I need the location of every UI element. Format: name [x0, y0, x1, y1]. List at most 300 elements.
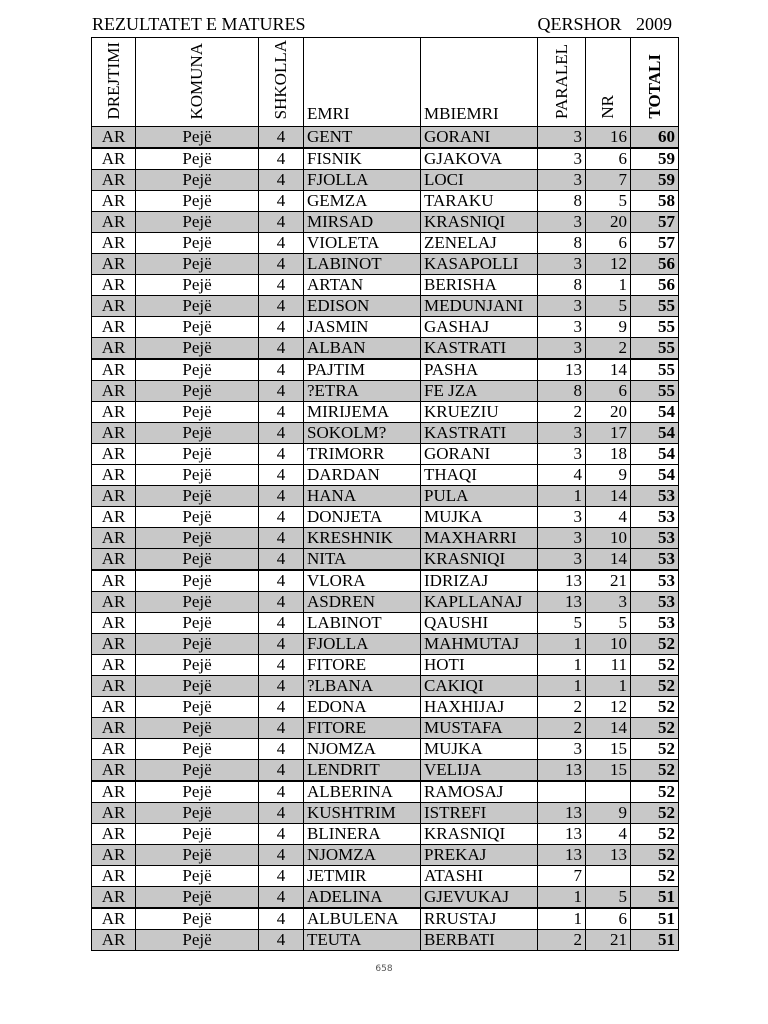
cell-komuna: Pejë — [136, 634, 259, 655]
cell-paralel: 13 — [538, 760, 586, 782]
col-mbiemri: MBIEMRI — [421, 38, 538, 127]
cell-totali: 52 — [631, 866, 679, 887]
cell-shkolla: 4 — [259, 613, 304, 634]
cell-emri: ALBAN — [304, 338, 421, 360]
cell-totali: 52 — [631, 655, 679, 676]
table-row — [92, 528, 679, 549]
cell-totali: 55 — [631, 381, 679, 402]
cell-shkolla: 4 — [259, 127, 304, 149]
cell-paralel: 13 — [538, 570, 586, 592]
cell-emri: LABINOT — [304, 613, 421, 634]
cell-nr — [586, 781, 631, 803]
report-year: 2009 — [636, 14, 672, 34]
cell-paralel: 3 — [538, 212, 586, 233]
cell-mbiemri: MAXHARRI — [421, 528, 538, 549]
table-row — [92, 549, 679, 571]
cell-shkolla: 4 — [259, 296, 304, 317]
cell-emri: FJOLLA — [304, 634, 421, 655]
cell-paralel: 8 — [538, 233, 586, 254]
cell-shkolla: 4 — [259, 275, 304, 296]
cell-drejtimi: AR — [92, 254, 136, 275]
table-row — [92, 676, 679, 697]
cell-drejtimi: AR — [92, 549, 136, 571]
cell-komuna: Pejë — [136, 613, 259, 634]
table-row — [92, 760, 679, 782]
cell-drejtimi: AR — [92, 170, 136, 191]
cell-komuna: Pejë — [136, 359, 259, 381]
col-nr: NR — [586, 38, 631, 127]
table-row — [92, 233, 679, 254]
table-row — [92, 191, 679, 212]
cell-komuna: Pejë — [136, 254, 259, 275]
cell-totali: 53 — [631, 549, 679, 571]
cell-emri: LENDRIT — [304, 760, 421, 782]
cell-paralel: 1 — [538, 655, 586, 676]
cell-komuna: Pejë — [136, 718, 259, 739]
cell-nr: 3 — [586, 592, 631, 613]
cell-shkolla: 4 — [259, 233, 304, 254]
cell-drejtimi: AR — [92, 444, 136, 465]
cell-mbiemri: CAKIQI — [421, 676, 538, 697]
cell-totali: 53 — [631, 613, 679, 634]
cell-komuna: Pejë — [136, 887, 259, 909]
cell-drejtimi: AR — [92, 296, 136, 317]
table-row — [92, 866, 679, 887]
cell-drejtimi: AR — [92, 148, 136, 170]
cell-komuna: Pejë — [136, 275, 259, 296]
page-number: 658 — [375, 964, 393, 974]
cell-paralel: 1 — [538, 486, 586, 507]
cell-mbiemri: FE JZA — [421, 381, 538, 402]
cell-emri: FITORE — [304, 718, 421, 739]
cell-drejtimi: AR — [92, 655, 136, 676]
cell-emri: JETMIR — [304, 866, 421, 887]
cell-totali: 54 — [631, 465, 679, 486]
table-row — [92, 444, 679, 465]
cell-paralel: 2 — [538, 930, 586, 951]
cell-emri: LABINOT — [304, 254, 421, 275]
cell-totali: 54 — [631, 444, 679, 465]
cell-totali: 58 — [631, 191, 679, 212]
cell-totali: 51 — [631, 908, 679, 930]
cell-nr: 14 — [586, 718, 631, 739]
cell-mbiemri: KASTRATI — [421, 423, 538, 444]
report-title: REZULTATET E MATURES — [92, 14, 306, 34]
cell-nr: 9 — [586, 317, 631, 338]
col-paralel: PARALEL — [538, 38, 586, 127]
table-row — [92, 402, 679, 423]
table-row — [92, 845, 679, 866]
cell-mbiemri: MEDUNJANI — [421, 296, 538, 317]
cell-drejtimi: AR — [92, 275, 136, 296]
cell-paralel: 3 — [538, 317, 586, 338]
cell-nr: 2 — [586, 338, 631, 360]
cell-drejtimi: AR — [92, 824, 136, 845]
cell-nr: 15 — [586, 739, 631, 760]
cell-komuna: Pejë — [136, 423, 259, 444]
cell-nr: 13 — [586, 845, 631, 866]
table-row — [92, 212, 679, 233]
cell-komuna: Pejë — [136, 930, 259, 951]
cell-komuna: Pejë — [136, 402, 259, 423]
cell-nr: 9 — [586, 465, 631, 486]
cell-drejtimi: AR — [92, 676, 136, 697]
cell-komuna: Pejë — [136, 127, 259, 149]
cell-komuna: Pejë — [136, 486, 259, 507]
cell-komuna: Pejë — [136, 866, 259, 887]
cell-shkolla: 4 — [259, 845, 304, 866]
table-row — [92, 803, 679, 824]
table-body — [92, 127, 679, 951]
table-row — [92, 739, 679, 760]
cell-mbiemri: MAHMUTAJ — [421, 634, 538, 655]
cell-drejtimi: AR — [92, 887, 136, 909]
cell-shkolla: 4 — [259, 634, 304, 655]
cell-shkolla: 4 — [259, 465, 304, 486]
cell-mbiemri: KAPLLANAJ — [421, 592, 538, 613]
cell-nr — [586, 866, 631, 887]
cell-mbiemri: KASTRATI — [421, 338, 538, 360]
cell-drejtimi: AR — [92, 803, 136, 824]
table-row — [92, 570, 679, 592]
cell-mbiemri: MUJKA — [421, 739, 538, 760]
cell-mbiemri: GJAKOVA — [421, 148, 538, 170]
cell-totali: 55 — [631, 296, 679, 317]
cell-nr: 4 — [586, 507, 631, 528]
cell-shkolla: 4 — [259, 592, 304, 613]
cell-shkolla: 4 — [259, 570, 304, 592]
cell-mbiemri: ATASHI — [421, 866, 538, 887]
table-row — [92, 697, 679, 718]
cell-totali: 53 — [631, 592, 679, 613]
cell-drejtimi: AR — [92, 760, 136, 782]
cell-paralel: 13 — [538, 824, 586, 845]
cell-emri: NJOMZA — [304, 845, 421, 866]
cell-mbiemri: IDRIZAJ — [421, 570, 538, 592]
report-date — [537, 14, 672, 35]
cell-totali: 56 — [631, 254, 679, 275]
cell-shkolla: 4 — [259, 507, 304, 528]
cell-mbiemri: QAUSHI — [421, 613, 538, 634]
cell-drejtimi: AR — [92, 402, 136, 423]
cell-komuna: Pejë — [136, 697, 259, 718]
cell-nr: 14 — [586, 359, 631, 381]
cell-komuna: Pejë — [136, 338, 259, 360]
cell-paralel: 3 — [538, 170, 586, 191]
cell-mbiemri: MUJKA — [421, 507, 538, 528]
table-row — [92, 381, 679, 402]
cell-mbiemri: KRUEZIU — [421, 402, 538, 423]
cell-nr: 20 — [586, 212, 631, 233]
cell-drejtimi: AR — [92, 739, 136, 760]
cell-totali: 57 — [631, 212, 679, 233]
cell-totali: 55 — [631, 317, 679, 338]
cell-komuna: Pejë — [136, 317, 259, 338]
table-row — [92, 127, 679, 149]
cell-paralel: 1 — [538, 634, 586, 655]
col-totali: TOTALI — [631, 38, 679, 127]
cell-paralel: 13 — [538, 803, 586, 824]
cell-shkolla: 4 — [259, 444, 304, 465]
cell-nr: 14 — [586, 549, 631, 571]
cell-mbiemri: PASHA — [421, 359, 538, 381]
cell-emri: DARDAN — [304, 465, 421, 486]
cell-emri: GENT — [304, 127, 421, 149]
cell-nr: 18 — [586, 444, 631, 465]
cell-shkolla: 4 — [259, 739, 304, 760]
cell-mbiemri: BERBATI — [421, 930, 538, 951]
cell-paralel: 2 — [538, 402, 586, 423]
cell-komuna: Pejë — [136, 845, 259, 866]
cell-komuna: Pejë — [136, 507, 259, 528]
cell-emri: ?ETRA — [304, 381, 421, 402]
table-row — [92, 908, 679, 930]
cell-nr: 6 — [586, 908, 631, 930]
cell-mbiemri: PREKAJ — [421, 845, 538, 866]
cell-shkolla: 4 — [259, 930, 304, 951]
cell-emri: HANA — [304, 486, 421, 507]
cell-totali: 51 — [631, 887, 679, 909]
table-row — [92, 887, 679, 909]
table-row — [92, 824, 679, 845]
cell-emri: FITORE — [304, 655, 421, 676]
cell-paralel: 3 — [538, 444, 586, 465]
cell-totali: 60 — [631, 127, 679, 149]
cell-mbiemri: KRASNIQI — [421, 212, 538, 233]
cell-komuna: Pejë — [136, 465, 259, 486]
cell-emri: KUSHTRIM — [304, 803, 421, 824]
cell-mbiemri: GJEVUKAJ — [421, 887, 538, 909]
cell-komuna: Pejë — [136, 824, 259, 845]
cell-emri: VIOLETA — [304, 233, 421, 254]
table-row — [92, 423, 679, 444]
cell-totali: 55 — [631, 359, 679, 381]
cell-nr: 12 — [586, 254, 631, 275]
cell-paralel: 2 — [538, 697, 586, 718]
cell-totali: 57 — [631, 233, 679, 254]
cell-emri: ARTAN — [304, 275, 421, 296]
cell-nr: 1 — [586, 676, 631, 697]
cell-shkolla: 4 — [259, 676, 304, 697]
col-drejtimi: DREJTIMI — [92, 38, 136, 127]
cell-paralel: 3 — [538, 254, 586, 275]
cell-shkolla: 4 — [259, 317, 304, 338]
cell-drejtimi: AR — [92, 718, 136, 739]
table-row — [92, 655, 679, 676]
cell-komuna: Pejë — [136, 781, 259, 803]
cell-paralel: 1 — [538, 676, 586, 697]
cell-mbiemri: PULA — [421, 486, 538, 507]
cell-paralel: 8 — [538, 381, 586, 402]
cell-shkolla: 4 — [259, 887, 304, 909]
table-row — [92, 254, 679, 275]
cell-mbiemri: VELIJA — [421, 760, 538, 782]
cell-shkolla: 4 — [259, 866, 304, 887]
cell-nr: 5 — [586, 613, 631, 634]
table-row — [92, 296, 679, 317]
cell-drejtimi: AR — [92, 381, 136, 402]
cell-emri: ALBULENA — [304, 908, 421, 930]
cell-mbiemri: KRASNIQI — [421, 824, 538, 845]
cell-totali: 52 — [631, 824, 679, 845]
cell-drejtimi: AR — [92, 592, 136, 613]
cell-shkolla: 4 — [259, 170, 304, 191]
cell-komuna: Pejë — [136, 592, 259, 613]
cell-emri: ASDREN — [304, 592, 421, 613]
cell-nr: 16 — [586, 127, 631, 149]
cell-nr: 10 — [586, 528, 631, 549]
cell-totali: 51 — [631, 930, 679, 951]
cell-paralel: 13 — [538, 359, 586, 381]
cell-shkolla: 4 — [259, 338, 304, 360]
cell-emri: BLINERA — [304, 824, 421, 845]
cell-emri: TEUTA — [304, 930, 421, 951]
table-row — [92, 507, 679, 528]
cell-nr: 6 — [586, 148, 631, 170]
cell-paralel: 3 — [538, 507, 586, 528]
cell-komuna: Pejë — [136, 549, 259, 571]
cell-shkolla: 4 — [259, 381, 304, 402]
cell-nr: 12 — [586, 697, 631, 718]
cell-komuna: Pejë — [136, 233, 259, 254]
cell-komuna: Pejë — [136, 191, 259, 212]
header-row — [92, 38, 679, 127]
cell-totali: 52 — [631, 760, 679, 782]
cell-emri: GEMZA — [304, 191, 421, 212]
cell-nr: 1 — [586, 275, 631, 296]
cell-komuna: Pejë — [136, 444, 259, 465]
cell-paralel: 3 — [538, 549, 586, 571]
cell-totali: 59 — [631, 170, 679, 191]
cell-nr: 5 — [586, 887, 631, 909]
col-emri: EMRI — [304, 38, 421, 127]
cell-komuna: Pejë — [136, 908, 259, 930]
cell-emri: ADELINA — [304, 887, 421, 909]
cell-drejtimi: AR — [92, 781, 136, 803]
cell-komuna: Pejë — [136, 212, 259, 233]
cell-komuna: Pejë — [136, 803, 259, 824]
cell-nr: 6 — [586, 233, 631, 254]
cell-nr: 4 — [586, 824, 631, 845]
cell-nr: 15 — [586, 760, 631, 782]
cell-drejtimi: AR — [92, 423, 136, 444]
cell-emri: SOKOLM? — [304, 423, 421, 444]
cell-drejtimi: AR — [92, 570, 136, 592]
cell-paralel — [538, 781, 586, 803]
cell-drejtimi: AR — [92, 317, 136, 338]
cell-totali: 55 — [631, 338, 679, 360]
cell-mbiemri: GORANI — [421, 127, 538, 149]
cell-komuna: Pejë — [136, 655, 259, 676]
cell-shkolla: 4 — [259, 486, 304, 507]
table-row — [92, 634, 679, 655]
cell-mbiemri: TARAKU — [421, 191, 538, 212]
cell-paralel: 3 — [538, 148, 586, 170]
cell-mbiemri: LOCI — [421, 170, 538, 191]
cell-totali: 52 — [631, 676, 679, 697]
cell-totali: 52 — [631, 739, 679, 760]
table-row — [92, 465, 679, 486]
cell-paralel: 3 — [538, 528, 586, 549]
cell-paralel: 3 — [538, 739, 586, 760]
cell-komuna: Pejë — [136, 676, 259, 697]
cell-emri: KRESHNIK — [304, 528, 421, 549]
cell-shkolla: 4 — [259, 212, 304, 233]
cell-paralel: 13 — [538, 845, 586, 866]
cell-shkolla: 4 — [259, 781, 304, 803]
cell-paralel: 2 — [538, 718, 586, 739]
cell-totali: 52 — [631, 634, 679, 655]
cell-drejtimi: AR — [92, 845, 136, 866]
cell-shkolla: 4 — [259, 718, 304, 739]
cell-drejtimi: AR — [92, 191, 136, 212]
table-row — [92, 170, 679, 191]
cell-drejtimi: AR — [92, 930, 136, 951]
cell-totali: 52 — [631, 845, 679, 866]
cell-emri: EDISON — [304, 296, 421, 317]
cell-drejtimi: AR — [92, 233, 136, 254]
cell-drejtimi: AR — [92, 507, 136, 528]
cell-nr: 21 — [586, 930, 631, 951]
cell-nr: 21 — [586, 570, 631, 592]
cell-shkolla: 4 — [259, 760, 304, 782]
cell-shkolla: 4 — [259, 528, 304, 549]
cell-emri: NITA — [304, 549, 421, 571]
table-row — [92, 718, 679, 739]
cell-emri: TRIMORR — [304, 444, 421, 465]
cell-paralel: 3 — [538, 296, 586, 317]
cell-totali: 56 — [631, 275, 679, 296]
cell-paralel: 8 — [538, 275, 586, 296]
cell-emri: ALBERINA — [304, 781, 421, 803]
cell-drejtimi: AR — [92, 908, 136, 930]
cell-emri: MIRSAD — [304, 212, 421, 233]
cell-totali: 53 — [631, 570, 679, 592]
cell-emri: VLORA — [304, 570, 421, 592]
cell-emri: NJOMZA — [304, 739, 421, 760]
cell-nr: 10 — [586, 634, 631, 655]
cell-drejtimi: AR — [92, 465, 136, 486]
cell-mbiemri: ZENELAJ — [421, 233, 538, 254]
table-row — [92, 359, 679, 381]
cell-drejtimi: AR — [92, 634, 136, 655]
cell-nr: 7 — [586, 170, 631, 191]
cell-paralel: 3 — [538, 338, 586, 360]
cell-komuna: Pejë — [136, 528, 259, 549]
cell-emri: DONJETA — [304, 507, 421, 528]
cell-mbiemri: KRASNIQI — [421, 549, 538, 571]
cell-mbiemri: GORANI — [421, 444, 538, 465]
cell-drejtimi: AR — [92, 697, 136, 718]
cell-drejtimi: AR — [92, 613, 136, 634]
cell-emri: FISNIK — [304, 148, 421, 170]
cell-nr: 5 — [586, 296, 631, 317]
table-row — [92, 781, 679, 803]
cell-shkolla: 4 — [259, 549, 304, 571]
cell-shkolla: 4 — [259, 191, 304, 212]
cell-komuna: Pejë — [136, 739, 259, 760]
cell-nr: 14 — [586, 486, 631, 507]
cell-mbiemri: ISTREFI — [421, 803, 538, 824]
cell-mbiemri: HOTI — [421, 655, 538, 676]
cell-paralel: 7 — [538, 866, 586, 887]
cell-emri: EDONA — [304, 697, 421, 718]
table-row — [92, 338, 679, 360]
cell-totali: 53 — [631, 528, 679, 549]
cell-nr: 11 — [586, 655, 631, 676]
cell-mbiemri: THAQI — [421, 465, 538, 486]
cell-drejtimi: AR — [92, 127, 136, 149]
